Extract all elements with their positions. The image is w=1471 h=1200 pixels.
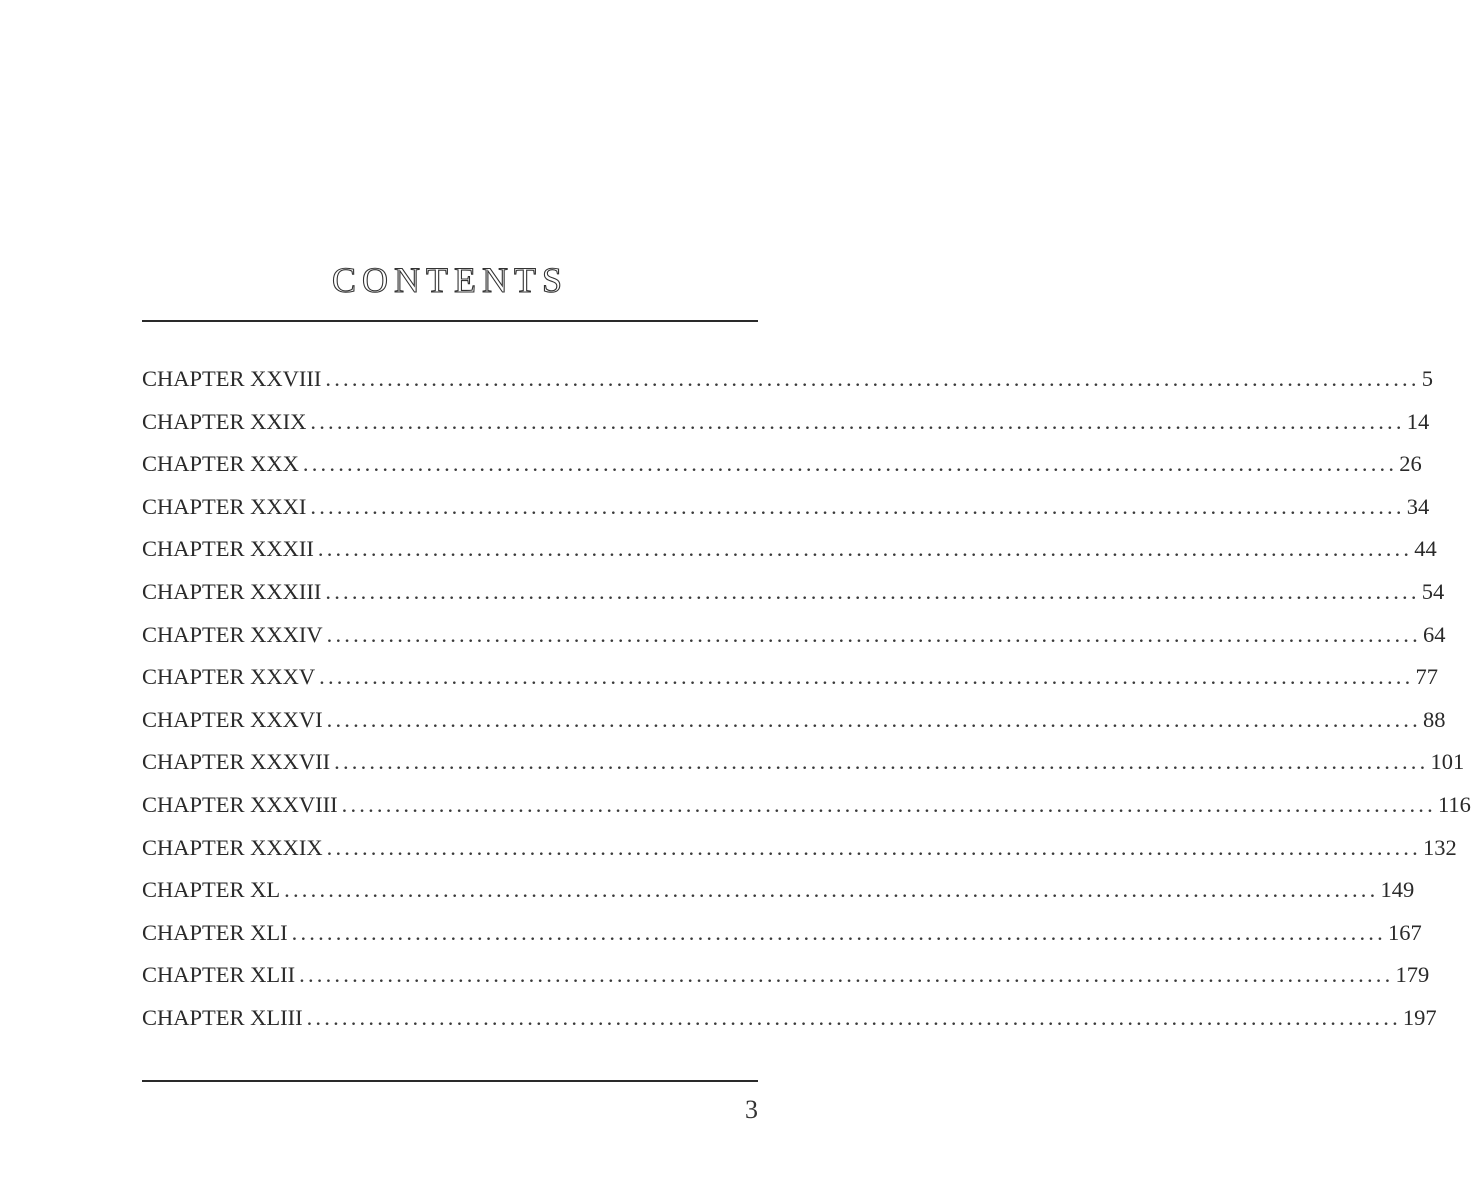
chapter-page-number: 88 <box>1422 706 1446 732</box>
chapter-page-number: 179 <box>1395 962 1430 988</box>
chapter-title: CHAPTER XXXVII <box>142 749 331 775</box>
chapter-page-number: 197 <box>1402 1004 1437 1030</box>
toc-entry <box>142 401 1430 444</box>
dot-leader: ............................................................................................................................ <box>325 366 1420 391</box>
chapter-title: CHAPTER XXXII <box>142 536 314 562</box>
table-of-contents <box>142 358 1471 1040</box>
dot-leader: ............................................................................................................................ <box>291 919 1386 945</box>
toc-entry <box>142 571 1445 614</box>
dot-leader: ............................................................................................................................ <box>310 493 1405 519</box>
chapter-page-number: 64 <box>1422 621 1446 647</box>
chapter-page-number: 14 <box>1406 408 1430 434</box>
dot-leader: ............................................................................................................................ <box>319 664 1414 690</box>
chapter-title: CHAPTER XLI <box>142 919 288 945</box>
toc-entry <box>142 528 1437 571</box>
dot-leader: ............................................................................................................................ <box>334 749 1429 775</box>
chapter-title: CHAPTER XL <box>142 877 281 903</box>
toc-entry <box>142 486 1430 529</box>
dot-leader: ............................................................................................................................ <box>284 877 1379 903</box>
chapter-title: CHAPTER XXIX <box>142 408 307 434</box>
chapter-page-number: 132 <box>1422 834 1457 860</box>
dot-leader: ............................................................................................................................ <box>317 536 1413 562</box>
contents-heading: CONTENTS <box>332 260 568 300</box>
chapter-page-number: 167 <box>1387 919 1422 945</box>
top-rule <box>142 320 758 322</box>
chapter-page-number: 34 <box>1406 493 1430 519</box>
chapter-title: CHAPTER XXVIII <box>142 366 322 391</box>
toc-entry <box>142 443 1422 486</box>
chapter-title: CHAPTER XXXVI <box>142 706 323 732</box>
chapter-title: CHAPTER XXXIV <box>142 621 323 647</box>
chapter-page-number: 44 <box>1414 536 1437 562</box>
toc-entry <box>142 827 1457 870</box>
chapter-page-number: 26 <box>1399 451 1422 477</box>
chapter-page-number: 77 <box>1415 664 1438 690</box>
chapter-title: CHAPTER XXXVIII <box>142 791 338 817</box>
toc-entry <box>142 784 1471 827</box>
toc-entry <box>142 912 1422 955</box>
dot-leader: ............................................................................................................................ <box>326 834 1421 860</box>
chapter-title: CHAPTER XLIII <box>142 1004 303 1030</box>
dot-leader: ............................................................................................................................ <box>302 451 1398 477</box>
toc-entry <box>142 656 1438 699</box>
dot-leader: ............................................................................................................................ <box>310 408 1405 434</box>
dot-leader: ............................................................................................................................ <box>326 621 1421 647</box>
chapter-title: CHAPTER XXXIX <box>142 834 323 860</box>
toc-entry <box>142 699 1446 742</box>
dot-leader: ............................................................................................................................ <box>326 706 1421 732</box>
toc-entry <box>142 358 1433 401</box>
dot-leader: ............................................................................................................................ <box>299 962 1394 988</box>
dot-leader: ............................................................................................................................ <box>306 1004 1401 1030</box>
chapter-page-number: 54 <box>1421 578 1445 604</box>
bottom-rule <box>142 1080 758 1082</box>
chapter-page-number: 116 <box>1437 791 1471 817</box>
toc-entry <box>142 741 1465 784</box>
chapter-title: CHAPTER XLII <box>142 962 296 988</box>
chapter-title: CHAPTER XXXV <box>142 664 316 690</box>
chapter-title: CHAPTER XXX <box>142 451 299 477</box>
folio-page-number: 3 <box>745 1095 758 1124</box>
chapter-title: CHAPTER XXXIII <box>142 578 322 604</box>
chapter-title: CHAPTER XXXI <box>142 493 307 519</box>
toc-entry <box>142 954 1430 997</box>
dot-leader: ............................................................................................................................ <box>341 791 1436 817</box>
chapter-page-number: 5 <box>1421 366 1433 391</box>
chapter-page-number: 149 <box>1380 877 1415 903</box>
toc-entry <box>142 997 1437 1040</box>
chapter-page-number: 101 <box>1430 749 1465 775</box>
toc-entry <box>142 614 1446 657</box>
toc-entry <box>142 869 1415 912</box>
dot-leader: ............................................................................................................................ <box>325 578 1420 604</box>
